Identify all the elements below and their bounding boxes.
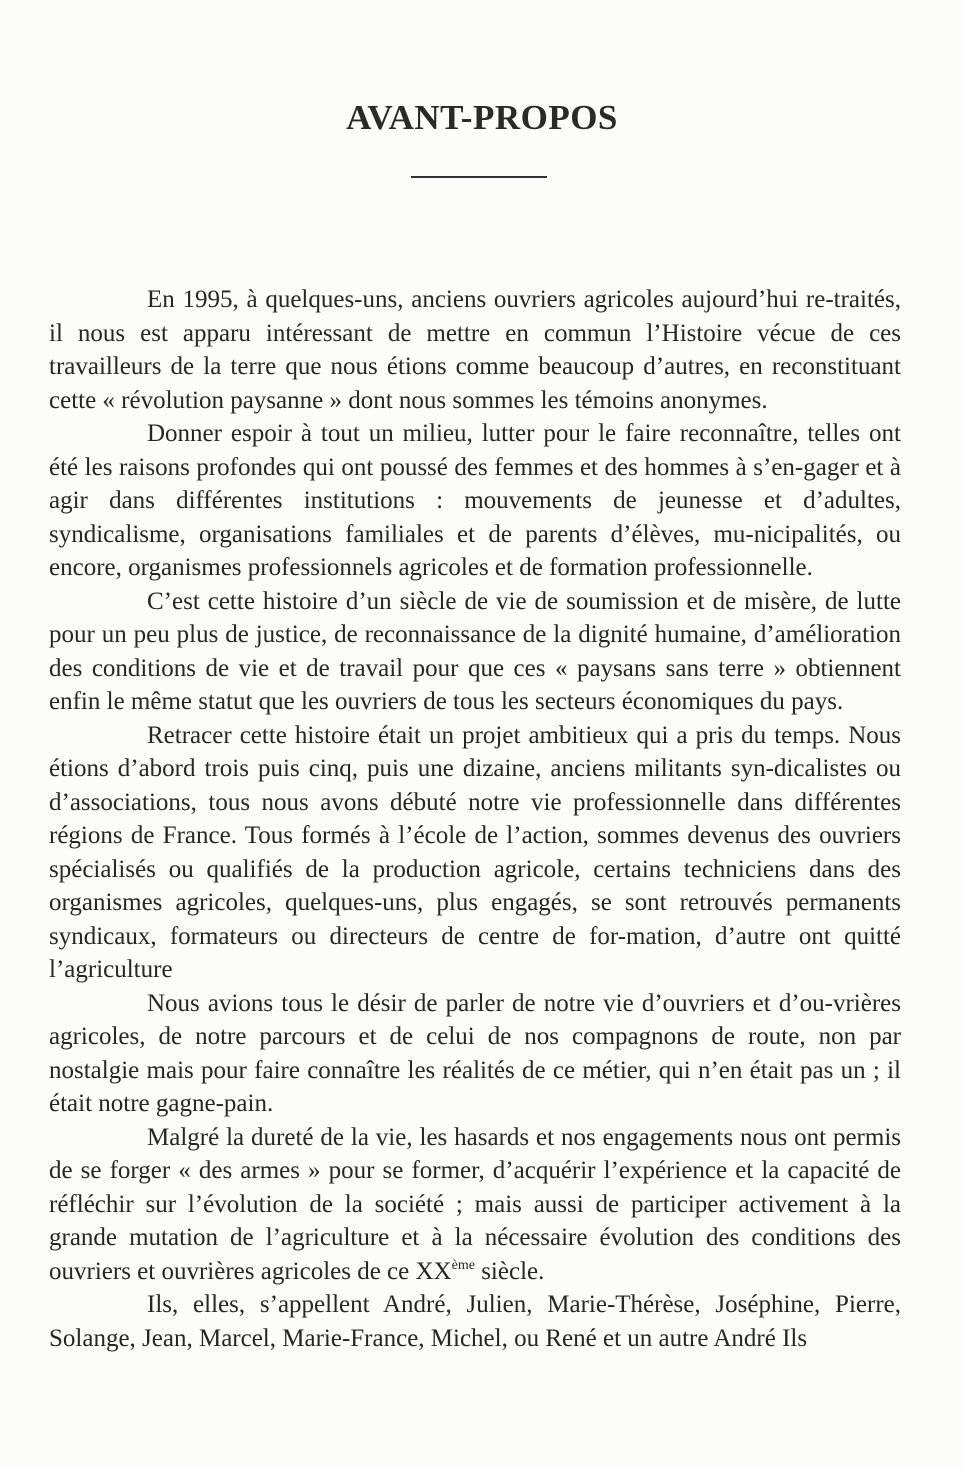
body-text bbox=[49, 283, 901, 1355]
paragraph-7: Ils, elles, s’appellent André, Julien, Marie-Thérèse, Joséphine, Pierre, Solange, Jean, Marcel, Marie-France, Michel, ou René et un autre André Ils bbox=[49, 1291, 901, 1352]
paragraph-1: En 1995, à quelques-uns, anciens ouvriers agricoles aujourd’hui re-traités, il nous est apparu intéressant de mettre en commun l’Histoire vécue de ces travailleurs de la terre que nous étions comme beaucoup d’autres, en reconstituant cette « révolution paysanne » dont nous sommes les témoins anonymes. bbox=[49, 286, 901, 414]
paragraph-4: Retracer cette histoire était un projet ambitieux qui a pris du temps. Nous étions d’abord trois puis cinq, puis une dizaine, anciens militants syn-dicalistes ou d’associations, tous nous avons débuté notre vie professionnelle dans différentes régions de France. Tous formés à l’école de l’action, sommes devenus des ouvriers spécialisés ou qualifiés de la production agricole, certains techniciens dans des organismes agricoles, quelques-uns, plus engagés, se sont retrouvés permanents syndicaux, formateurs ou directeurs de centre de for-mation, d’autre ont quitté l’agriculture bbox=[49, 721, 901, 983]
century-superscript: ème bbox=[451, 1257, 475, 1273]
paragraph-2: Donner espoir à tout un milieu, lutter pour le faire reconnaître, telles ont été les raisons profondes qui ont poussé des femmes et des hommes à s’en-gager et à agir dans différentes institutions : mouvements de jeunesse et d’adultes, syndicalisme, organisations familiales et de parents d’élèves, mu-nicipalités, ou encore, organismes professionnels agricoles et de formation professionnelle. bbox=[49, 420, 901, 581]
title-underline bbox=[411, 176, 547, 178]
paragraph-5: Nous avions tous le désir de parler de notre vie d’ouvriers et d’ou-vrières agricoles, de notre parcours et de celui de nos compagnons de route, non par nostalgie mais pour faire connaître les réalités de ce métier, qui n’en était pas un ; il était notre gagne-pain. bbox=[49, 989, 901, 1117]
paragraph-6-end: siècle. bbox=[474, 1257, 545, 1285]
paragraph-6-text: Malgré la dureté de la vie, les hasards et nos engagements nous ont permis de se forger « des armes » pour se former, d’acquérir l’expérience et la capacité de réfléchir sur l’évolution de la société ; mais aussi de participer activement à la grande mutation de l’agriculture et à la nécessaire évolution des conditions des ouvriers et ouvrières agricoles de ce XX bbox=[49, 1123, 901, 1285]
paragraph-6 bbox=[49, 1121, 901, 1289]
page-title: AVANT-PROPOS bbox=[346, 98, 618, 137]
paragraph-3: C’est cette histoire d’un siècle de vie de soumission et de misère, de lutte pour un peu plus de justice, de reconnaissance de la dignité humaine, d’amélioration des conditions de vie et de travail pour que ces « paysans sans terre » obtiennent enfin le même statut que les ouvriers de tous les secteurs économiques du pays. bbox=[49, 587, 901, 715]
